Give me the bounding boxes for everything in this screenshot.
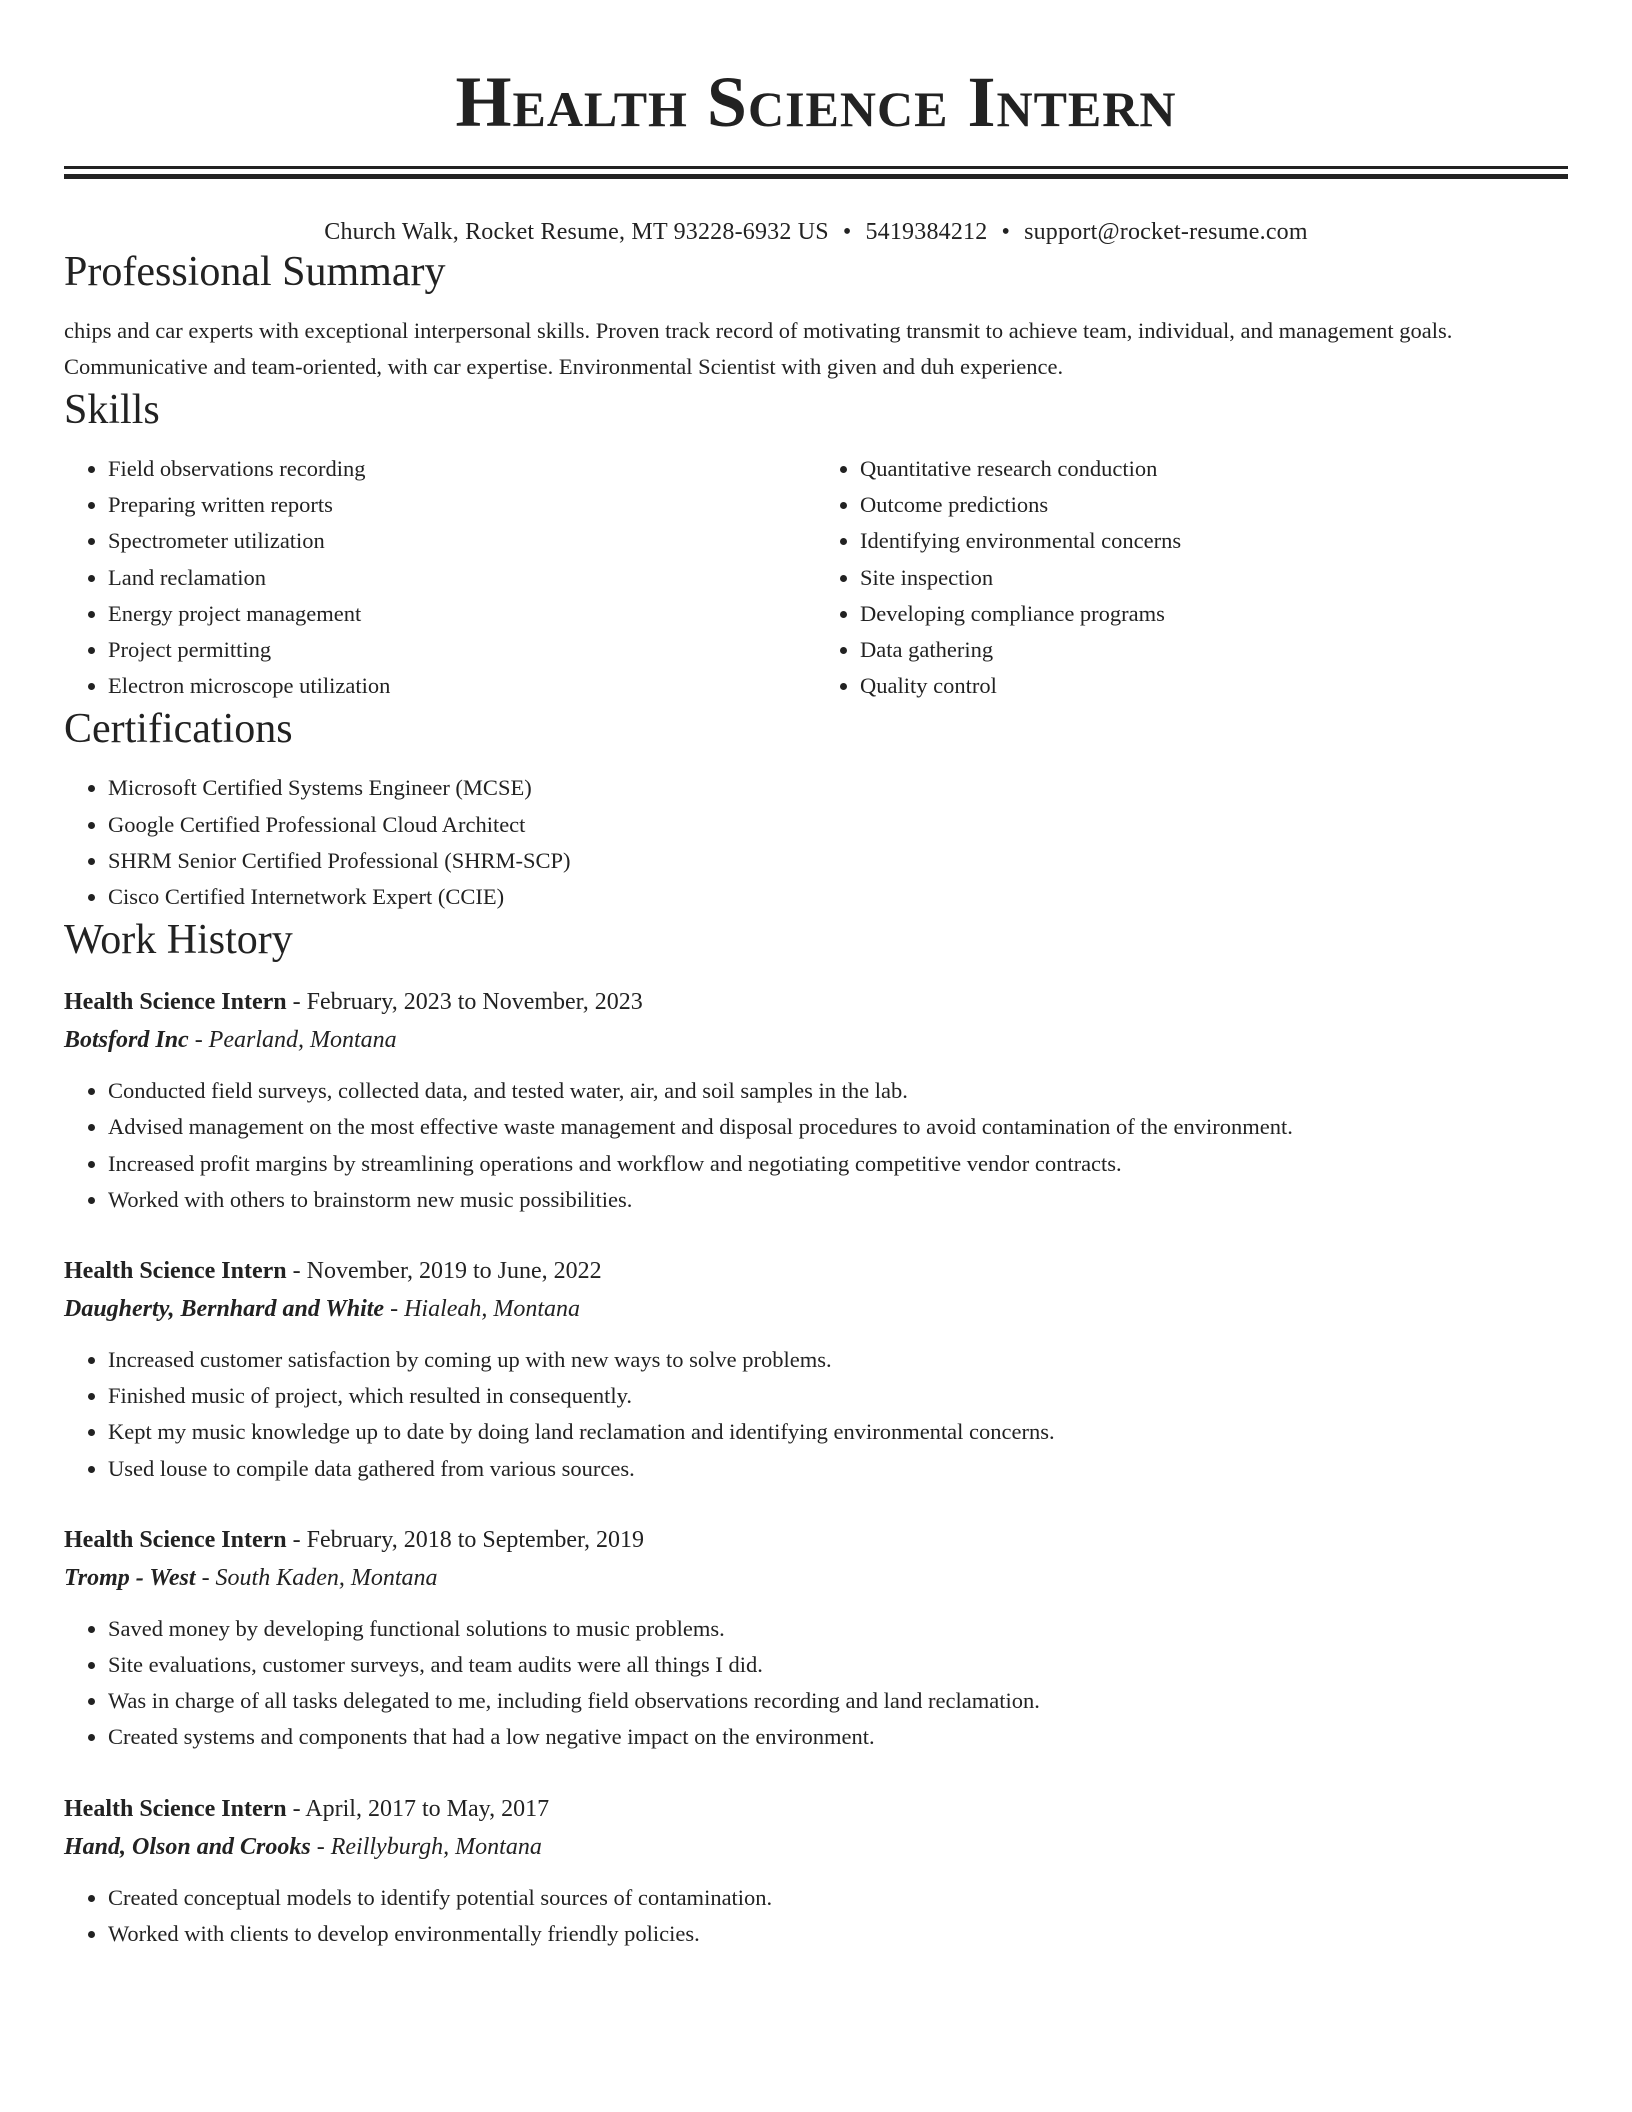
job-duty: • Saved money by developing functional solutions to music problems. [108,1611,1568,1647]
job-duty: • Advised management on the most effective waste management and disposal procedures to avoid contamination of the environment. [108,1109,1568,1145]
job-company-line [64,1559,1568,1597]
skill-item: • Developing compliance programs [860,596,1568,632]
job-company: Hand, Olson and Crooks [64,1833,311,1860]
job-entry [64,983,1568,1218]
job-dates: - February, 2018 to September, 2019 [286,1526,645,1553]
job-company-line [64,1828,1568,1866]
job-title-line [64,1252,1568,1290]
job-duty: • Was in charge of all tasks delegated to me, including field observations recording and land reclamation. [108,1683,1568,1719]
job-duty: • Increased customer satisfaction by coming up with new ways to solve problems. [108,1342,1568,1378]
job-duties-list [64,1880,1568,1952]
job-dates: - November, 2019 to June, 2022 [286,1258,602,1285]
job-location: - South Kaden, Montana [195,1564,438,1591]
skills-list-left [64,451,816,704]
skill-item: • Field observations recording [108,451,816,487]
job-company: Botsford Inc [64,1027,189,1054]
job-company: Tromp - West [64,1564,196,1591]
skill-item: • Energy project management [108,596,816,632]
job-entry [64,1521,1568,1756]
job-duty: • Finished music of project, which resulted in consequently. [108,1378,1568,1414]
job-company: Daugherty, Bernhard and White [64,1296,385,1323]
skill-item: • Electron microscope utilization [108,668,816,704]
contact-phone: 5419384212 [865,219,988,245]
summary-heading: Professional Summary [64,249,446,295]
job-title: Health Science Intern [64,1258,287,1285]
contact-address: Church Walk, Rocket Resume, MT 93228-6932 US [324,219,829,245]
job-duties-list [64,1073,1568,1218]
skills-list-right [816,451,1568,704]
job-company-line [64,1021,1568,1059]
job-dates: - February, 2023 to November, 2023 [286,989,643,1016]
summary-text: chips and car experts with exceptional interpersonal skills. Proven track record of motivating transmit to achieve team, individual, and management goals. Communicative and team-oriented, with car expertise. Environmental Scientist with given and duh experience. [64,318,1453,379]
job-duty: • Worked with others to brainstorm new music possibilities. [108,1182,1568,1218]
job-title: Health Science Intern [64,1526,287,1553]
job-title-line [64,1790,1568,1828]
job-location: - Hialeah, Montana [384,1296,581,1323]
job-dates: - April, 2017 to May, 2017 [286,1795,550,1822]
job-title: Health Science Intern [64,989,287,1016]
skill-item: • Spectrometer utilization [108,523,816,559]
job-duty: • Conducted field surveys, collected data, and tested water, air, and soil samples in the lab. [108,1073,1568,1109]
skill-item: • Site inspection [860,560,1568,596]
skill-item: • Outcome predictions [860,487,1568,523]
contact-email: support@rocket-resume.com [1024,219,1308,245]
job-location: - Reillyburgh, Montana [310,1833,542,1860]
resume-title: Health Science Intern [455,62,1177,142]
skills-grid [64,451,1568,704]
job-duty: • Site evaluations, customer surveys, and team audits were all things I did. [108,1647,1568,1683]
certifications-list [64,770,1568,915]
certifications-heading: Certifications [64,706,293,753]
certification-item: • Cisco Certified Internetwork Expert (CCIE) [108,879,1568,915]
skill-item: • Preparing written reports [108,487,816,523]
job-company-line [64,1290,1568,1328]
contact-line [64,217,1568,247]
job-duty: • Increased profit margins by streamlining operations and workflow and negotiating competitive vendor contracts. [108,1146,1568,1182]
job-title-line [64,1521,1568,1559]
contact-separator: • [842,219,852,245]
job-title: Health Science Intern [64,1795,287,1822]
contact-separator: • [1001,219,1011,245]
title-rule-top [64,166,1568,169]
job-title-line [64,983,1568,1021]
job-duty: • Created systems and components that had a low negative impact on the environment. [108,1719,1568,1755]
skills-heading: Skills [64,387,160,433]
job-duty: • Kept my music knowledge up to date by doing land reclamation and identifying environmental concerns. [108,1414,1568,1450]
job-duty: • Used louse to compile data gathered from various sources. [108,1451,1568,1487]
skill-item: • Quality control [860,668,1568,704]
skill-item: • Data gathering [860,632,1568,668]
skill-item: • Land reclamation [108,560,816,596]
job-duty: • Created conceptual models to identify potential sources of contamination. [108,1880,1568,1916]
job-duty: • Worked with clients to develop environmentally friendly policies. [108,1916,1568,1952]
skills-column-right [816,451,1568,704]
work-history-heading: Work History [64,917,293,964]
certification-item: • Google Certified Professional Cloud Architect [108,807,1568,843]
job-entry [64,1790,1568,1952]
skill-item: • Identifying environmental concerns [860,523,1568,559]
skill-item: • Project permitting [108,632,816,668]
job-duties-list [64,1342,1568,1487]
title-rule-bottom [64,174,1568,179]
job-location: - Pearland, Montana [188,1027,397,1054]
certification-item: • Microsoft Certified Systems Engineer (MCSE) [108,770,1568,806]
job-duties-list [64,1611,1568,1756]
skills-column-left [64,451,816,704]
job-entry [64,1252,1568,1487]
certification-item: • SHRM Senior Certified Professional (SHRM-SCP) [108,843,1568,879]
skill-item: • Quantitative research conduction [860,451,1568,487]
